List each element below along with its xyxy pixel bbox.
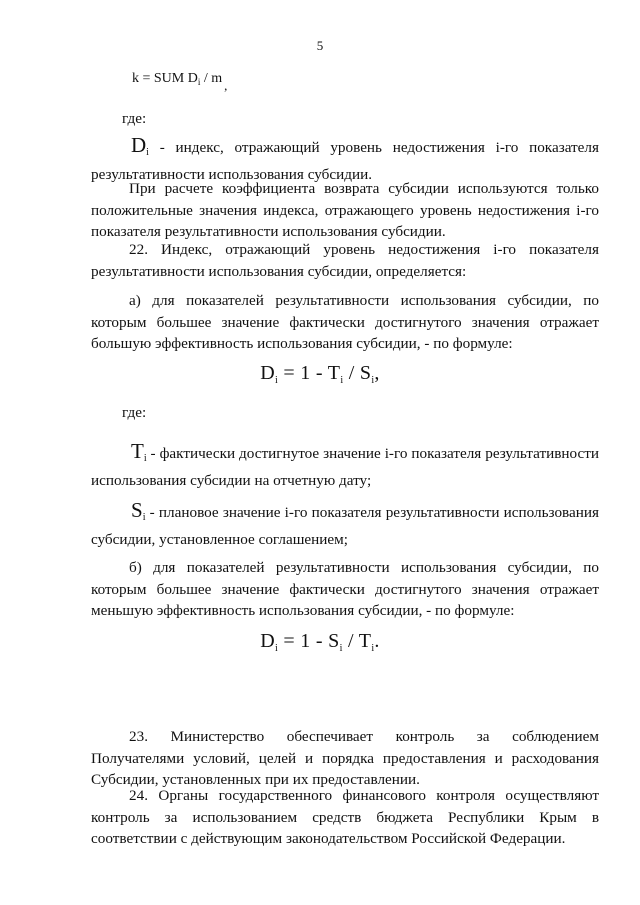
formula-b-end: .: [374, 630, 380, 652]
formula-b: [0, 630, 640, 654]
formula-a-d: D: [260, 362, 276, 384]
symbol-T-letter: T: [131, 439, 144, 463]
formula-b-mid: = 1 - S: [278, 630, 340, 652]
symbol-T-sub: i: [143, 453, 147, 464]
symbol-T: [131, 439, 147, 463]
formula-b-div: / T: [342, 630, 372, 652]
definition-S: [91, 500, 599, 550]
formula-a-s-sub: i: [371, 375, 375, 386]
formula-a-end: ,: [374, 362, 380, 384]
item-22: 22. Индекс, отражающий уровень недостижения i-го показателя результативности использования субсидии, определяется:: [91, 241, 599, 280]
page-number: 5: [316, 38, 324, 53]
formula-k-lhs: k = SUM D: [132, 71, 198, 86]
formula-b-d-sub: i: [275, 643, 279, 654]
formula-k-rhs: / m: [200, 71, 223, 86]
formula-b-d: D: [260, 630, 276, 652]
definition-D-text: - индекс, отражающий уровень недостижения i-го показателя результативности использования субсидии.: [91, 139, 599, 183]
symbol-S-sub: i: [142, 512, 146, 523]
definition-S-text: - плановое значение i-го показателя результативности использования субсидии, установленное соглашением;: [91, 504, 599, 548]
formula-k-sub: i: [197, 77, 201, 87]
formula-b-t-sub: i: [371, 643, 375, 654]
where-label-2: где:: [122, 404, 147, 421]
paragraph-positive-values: При расчете коэффициента возврата субсидии используются только положительные значения индекса, отражающего уровень недостижения i-го показателя результативности использования субсидии.: [91, 180, 599, 240]
definition-T: [91, 441, 599, 491]
formula-k-comma: ,: [224, 78, 228, 93]
where-label: где:: [122, 110, 147, 127]
formula-a-d-sub: i: [275, 375, 279, 386]
definition-T-text: - фактически достигнутое значение i-го показателя результативности использования субсидии на отчетную дату;: [91, 445, 599, 489]
symbol-D-letter: D: [131, 133, 147, 157]
symbol-D: [131, 133, 149, 157]
item-23: 23. Министерство обеспечивает контроль за соблюдением Получателями условий, целей и порядка предоставления и расходования Субсидии, установленных при их предоставлении.: [91, 728, 599, 788]
formula-k: [132, 70, 228, 93]
formula-b-s-sub: i: [339, 643, 343, 654]
formula-a-div: / S: [343, 362, 372, 384]
formula-a-mid: = 1 - T: [278, 362, 341, 384]
symbol-D-sub: i: [146, 147, 149, 158]
formula-a: [0, 362, 640, 386]
item-24: 24. Органы государственного финансового контроля осуществляют контроль за использованием средств бюджета Республики Крым в соответствии с действующим законодательством Российской Федерации.: [91, 787, 599, 847]
item-22-b: б) для показателей результативности использования субсидии, по которым большее значение фактически достигнутого значения отражает меньшую эффективность использования субсидии, - по формуле:: [91, 559, 599, 619]
formula-a-t-sub: i: [340, 375, 344, 386]
symbol-S: [131, 498, 145, 522]
symbol-S-letter: S: [131, 498, 143, 522]
item-22-a: а) для показателей результативности использования субсидии, по которым большее значение фактически достигнутого значения отражает большую эффективность использования субсидии, - по формуле:: [91, 292, 599, 352]
